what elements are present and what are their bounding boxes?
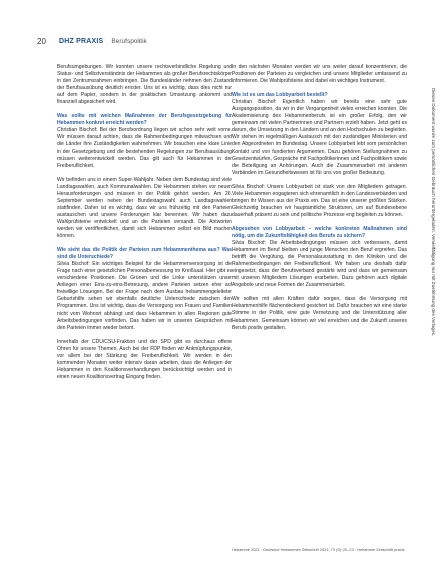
right-column xyxy=(232,64,407,332)
left-paragraph-2: Christian Bischof: Bei der Berufsordnung liegen wir schon sehr weit vorne. Wir müssen darauf achten, dass die Rahmenbedingungen mitwachsen und die Länder ihre Zuständigkeiten wahrnehmen. Wir brauchen eine klare Linie in der Gesetzgebung und die bestehenden Regelungen zur Berufsausübung müssen weiterentwickelt werden. Das gilt auch für Hebammen in der Freiberuflichkeit. xyxy=(57,127,232,169)
right-question-1: Wie ist es um das Lobbyarbeit bestellt? xyxy=(232,92,328,99)
brand-label: DHZ PRAXIS xyxy=(59,37,104,45)
right-paragraph-4: Silvia Bischof: Die Arbeitsbedingungen müssen sich verbessern, damit Hebammen im Beruf bleiben und junge Menschen den Beruf ergreifen. Das betrifft die Vergütung, die Personalausstattung in den Kliniken und die Rahmenbedingungen der Freiberuflichkeit. Wir haben uns deshalb dafür eingesetzt, dass der Berufsverband gestärkt wird und dass wir gemeinsam mit unseren Mitgliedern Lösungen erarbeiten. Dazu gehören auch digitale Angebote und neue Formen der Zusammenarbeit. xyxy=(232,240,407,289)
left-paragraph-3: Wir befinden uns in einem Super-Wahljahr. Neben dem Bundestag sind viele Landtagswahlen, auch Kommunalwahlen. Die Hebammen stehen vor neuen Herausforderungen und müssen in der Politik gehört werden. Am 26. September werden neben der Bundestagswahl auch Landtagswahlen stattfinden. Daher ist es wichtig, dass wir uns frühzeitig mit den Parteien austauschen und unsere Forderungen klar benennen. Wir haben dazu Wahlprüfsteine entwickelt und an die Parteien versandt. Die Antworten werden wir veröffentlichen, damit sich Hebammen selbst ein Bild machen können. xyxy=(57,176,232,240)
left-paragraph-1: Berufsumgebungen. Wir konnten unsere rechtsverbindliche Regelung und Status- und Selbstverständnis der Hebammen als großer Berufsrechtskörper in den Zentrumsrahmen einbringen. Die Bundesländer nehmen den Zustand der Berufsausübung deutlich ernster. Uns ist es wichtig, dass dies nicht nur auf dem Papier, sondern in der praktischen Umsetzung ankommt und finanziell abgesichert wird. xyxy=(57,64,232,106)
left-question-1: Was sollte mit welchen Maßnahmen der Berufsgesetzgebung für Hebammen konkret erreicht werden? xyxy=(57,113,232,127)
right-paragraph-3: Silvia Bischof: Unsere Lobbyarbeit ist stark von den Mitgliedern getragen. Viele Hebammen engagieren sich ehrenamtlich in den Landesverbänden und bringen ihr Wissen aus der Praxis ein. Das ist eine unserer größten Stärken. Gleichzeitig brauchen wir hauptamtliche Strukturen, um auf Bundesebene dauerhaft präsent zu sein und politische Prozesse eng begleiten zu können. xyxy=(232,183,407,218)
section-label: Berufspolitik xyxy=(111,37,147,45)
left-question-2: Wie sieht das die Politik der Parteien zum Hebammenthema aus? Was sind die Unterschiede? xyxy=(57,247,232,261)
left-paragraph-4: Silvia Bischof: Ein wichtiges Beispiel für die Hebammenversorgung ist die Frage nach einer gesetzlichen Personalbemessung im Kreißsaal. Hier gibt es verschiedene Positionen. Die Grünen und die Linke unterstützen unser Anliegen einer Eins-zu-eins-Betreuung, andere Parteien setzen eher auf freiwillige Lösungen. Bei der Frage nach dem Ausbau hebammengeleiteter Geburtshilfe sehen wir ebenfalls deutliche Unterschiede zwischen den Programmen. Uns ist wichtig, dass die Versorgung von Frauen und Familien nicht vom Wohnort abhängt und dass Hebammen in allen Regionen gute Arbeitsbedingungen vorfinden. Das haben wir in unseren Gesprächen mit den Parteien immer wieder betont. xyxy=(57,261,232,331)
right-paragraph-1: In den nächsten Monaten werden wir uns weiter darauf konzentrieren, die Positionen der Parteien zu vergleichen und unsere Mitglieder umfassend zu informieren. Die Wahlprüfsteine sind dabei ein wichtiges Instrument. xyxy=(232,64,407,85)
page-header xyxy=(37,36,147,46)
right-question-2: Abgesehen von Lobbyarbeit – welche konkreten Maßnahmen sind nötig, um die Zukunftsfähigkeit des Berufs zu sichern? xyxy=(232,225,407,239)
rights-notice-text: Dieses Dokument wurde zum persönlichen Gebrauch heruntergeladen. Vervielfältigung nur mit Zustimmung des Verlages. xyxy=(431,88,436,337)
right-paragraph-5: Wir sollten mit allen Kräften dafür sorgen, dass die Versorgung mit Hebammenhilfe flächendeckend gesichert ist. Dafür brauchen wir eine starke Stimme in der Politik, eine gute Vernetzung und die Unterstützung aller Hebammen. Gemeinsam können wir viel erreichen und die Zukunft unseres Berufs positiv gestalten. xyxy=(232,296,407,331)
right-paragraph-2: Christian Bischof: Eigentlich haben wir bereits eine sehr gute Ausgangsposition, da wir in der Vergangenheit vieles erreichen konnten. Die Akademisierung des Hebammenberufs ist ein großer Erfolg, den wir gemeinsam mit vielen Partnerinnen und Partnern erzielt haben. Jetzt geht es darum, die Umsetzung in den Ländern und an den Hochschulen zu begleiten. Wir stehen im regelmäßigen Austausch mit den zuständigen Ministerien und den Abgeordneten im Bundestag. Unsere Lobbyarbeit lebt vom persönlichen Kontakt und von fundierten Argumenten. Dazu gehören Stellungnahmen zu Gesetzentwürfen, Gespräche mit Fachpolitikerinnen und Fachpolitikern sowie die Beteiligung an Anhörungen. Auch die Zusammenarbeit mit anderen Verbänden im Gesundheitswesen ist für uns von großer Bedeutung. xyxy=(232,99,407,176)
page-footer: Hebamme 2021 · Deutsche Hebammen Zeitschrift 2021; 73 (9): 20–23 · Hebamme Zeitschrift praxis xyxy=(232,547,405,552)
page-number: 20 xyxy=(37,36,46,46)
left-column xyxy=(57,64,232,381)
rights-notice xyxy=(428,88,438,548)
left-paragraph-5: Innerhalb der CDU/CSU-Fraktion und der SPD gibt es durchaus offene Ohren für unsere Themen. Auch bei der FDP finden wir Anknüpfungspunkte, vor allem bei der Stärkung der Freiberuflichkeit. Wir werden in den kommenden Monaten weiter intensiv daran arbeiten, dass die Anliegen der Hebammen in den Koalitionsverhandlungen berücksichtigt werden und in einen neuen Koalitionsvertrag Eingang finden. xyxy=(57,338,232,380)
